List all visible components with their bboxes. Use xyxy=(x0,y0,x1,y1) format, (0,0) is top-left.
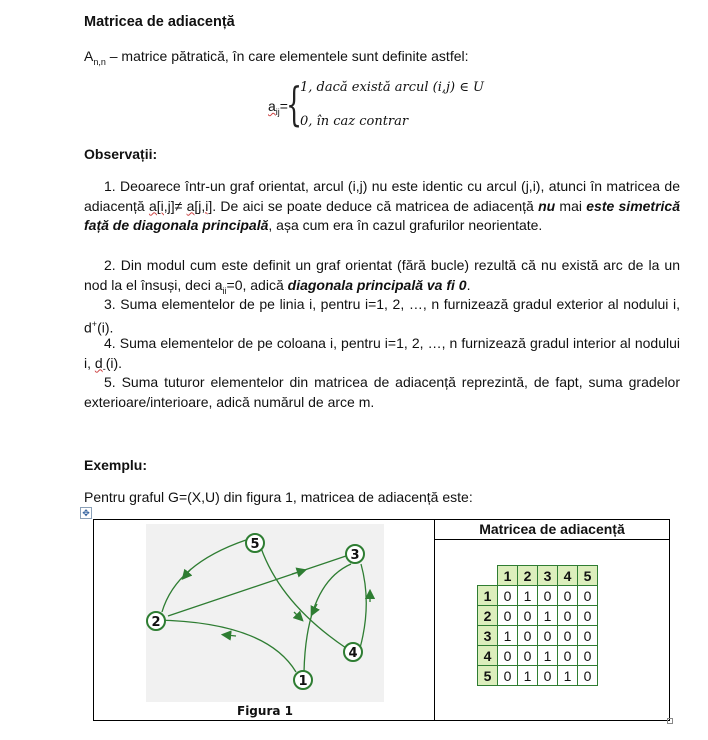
matrix-cell: 0 xyxy=(558,586,578,606)
matrix-col-header: 4 xyxy=(558,566,578,586)
svg-text:4: 4 xyxy=(348,646,358,661)
matrix-row xyxy=(478,586,598,606)
matrix-cell: 0 xyxy=(498,666,518,686)
matrix-cell: 0 xyxy=(558,646,578,666)
matrix-row-header: 2 xyxy=(478,606,498,626)
observation-4: 4. Suma elementelor de pe coloana i, pentru i=1, 2, …, n furnizează gradul interior al nodului i, $d_-(i)$. xyxy=(84,335,680,374)
directed-graph xyxy=(146,524,384,702)
matrix-cell: 0 xyxy=(538,626,558,646)
observation-5: 5. Suma tuturor elementelor din matricea de adiacență reprezintă, de fapt, suma gradelor exterioare/interioare, adică numărul de arce m. xyxy=(84,374,680,410)
matrix-cell: 1 xyxy=(558,666,578,686)
matrix-cell: 0 xyxy=(578,646,598,666)
matrix-row-header: 5 xyxy=(478,666,498,686)
example-table xyxy=(93,519,670,721)
matrix-row-header: 3 xyxy=(478,626,498,646)
arc-1-2 xyxy=(156,620,296,672)
matrix-cell: 0 xyxy=(498,586,518,606)
matrix-cell: 0 xyxy=(498,646,518,666)
arc-2-3 xyxy=(168,556,346,616)
arrowhead-2-3 xyxy=(292,571,302,574)
matrix-cell: 0 xyxy=(578,606,598,626)
matrix-cell: 0 xyxy=(518,626,538,646)
svg-text:1: 1 xyxy=(298,674,308,689)
matrix-cell: 0 xyxy=(538,666,558,686)
observation-3: 3. Suma elementelor de pe linia i, pentru i=1, 2, …, n furnizează gradul exterior al nodului i, d+(i). xyxy=(84,296,680,336)
arrowhead-5-4 xyxy=(294,612,300,618)
matrix-title: Matricea de adiacență xyxy=(479,521,625,537)
formula-brace: { xyxy=(286,77,303,131)
graph-node-1 xyxy=(294,671,312,689)
matrix-corner xyxy=(478,566,498,586)
adjacency-formula xyxy=(268,78,528,136)
matrix-row xyxy=(478,646,598,666)
definition-text: – matrice pătratică, în care elementele sunt definite astfel: xyxy=(105,48,469,64)
matrix-subscript: n,n xyxy=(93,56,106,67)
adjacency-matrix xyxy=(477,565,598,686)
matrix-col-header: 1 xyxy=(498,566,518,586)
matrix-cell: 0 xyxy=(578,586,598,606)
arc-5-2 xyxy=(162,540,246,612)
table-resize-handle[interactable] xyxy=(667,718,673,724)
matrix-cell: 0 xyxy=(538,586,558,606)
matrix-row xyxy=(478,666,598,686)
graph-node-5 xyxy=(246,534,264,552)
arrowhead-1-2 xyxy=(226,635,236,636)
figure-caption: Figura 1 xyxy=(237,704,293,718)
matrix-cell: 0 xyxy=(578,626,598,646)
svg-text:2: 2 xyxy=(151,615,161,630)
matrix-cell: 0 xyxy=(518,606,538,626)
matrix-row xyxy=(478,606,598,626)
table-header-line xyxy=(434,539,669,540)
arc-4-3 xyxy=(360,564,366,648)
matrix-symbol: A xyxy=(84,48,94,64)
matrix-row-header: 1 xyxy=(478,586,498,606)
matrix-cell: 0 xyxy=(518,646,538,666)
matrix-header-row xyxy=(478,566,598,586)
arc-5-4 xyxy=(261,548,346,648)
matrix-col-header: 5 xyxy=(578,566,598,586)
matrix-cell: 1 xyxy=(518,666,538,686)
matrix-cell: 0 xyxy=(558,626,578,646)
matrix-row xyxy=(478,626,598,646)
matrix-cell: 1 xyxy=(538,606,558,626)
matrix-col-header: 3 xyxy=(538,566,558,586)
formula-case-2: 0, în caz contrar xyxy=(300,114,409,129)
formula-lhs xyxy=(268,98,288,117)
observation-2: 2. Din modul cum este definit un graf orientat (fără bucle) rezultă că nu există arc de la un nod la el însuși, deci $a_{ii}=0$, adică diagonala principală va fi 0. xyxy=(84,257,680,296)
formula-lhs-base: $a_{ij}$ xyxy=(268,98,280,117)
matrix-row-header: 4 xyxy=(478,646,498,666)
matrix-cell: 0 xyxy=(578,666,598,686)
matrix-cell: 0 xyxy=(498,606,518,626)
arrowhead-5-2 xyxy=(185,569,191,576)
matrix-cell: 1 xyxy=(518,586,538,606)
graph-node-4 xyxy=(344,643,362,661)
matrix-cell: 1 xyxy=(538,646,558,666)
matrix-cell: 0 xyxy=(558,606,578,626)
table-move-handle-icon[interactable]: ✥ xyxy=(80,507,92,519)
graph-figure xyxy=(146,524,384,702)
svg-text:3: 3 xyxy=(350,548,360,563)
formula-equals: = xyxy=(279,98,288,114)
matrix-col-header: 2 xyxy=(518,566,538,586)
example-heading: Exemplu: xyxy=(84,457,148,473)
graph-node-3 xyxy=(346,545,364,563)
section-title: Matricea de adiacență xyxy=(84,14,235,30)
definition-line xyxy=(84,48,469,67)
formula-case-1: 1, dacă există arcul (i,j) ∈ U xyxy=(300,80,484,95)
observations-heading: Observații: xyxy=(84,146,158,162)
observation-1: 1. Deoarece într-un graf orientat, arcul (i,j) nu este identic cu arcul (j,i), atunci în matricea de adiacență a[i,j]≠ a[j,i]. De aici se poate deduce că matricea de adiacență nu mai este simetrică față de diagonala principală, așa cum era în cazul grafurilor neorientate. xyxy=(84,178,681,234)
example-text: Pentru graful G=(X,U) din figura 1, matricea de adiacență este: xyxy=(84,489,473,505)
table-divider xyxy=(434,520,435,720)
svg-text:5: 5 xyxy=(250,537,260,552)
graph-node-2 xyxy=(147,612,165,630)
matrix-cell: 1 xyxy=(498,626,518,646)
